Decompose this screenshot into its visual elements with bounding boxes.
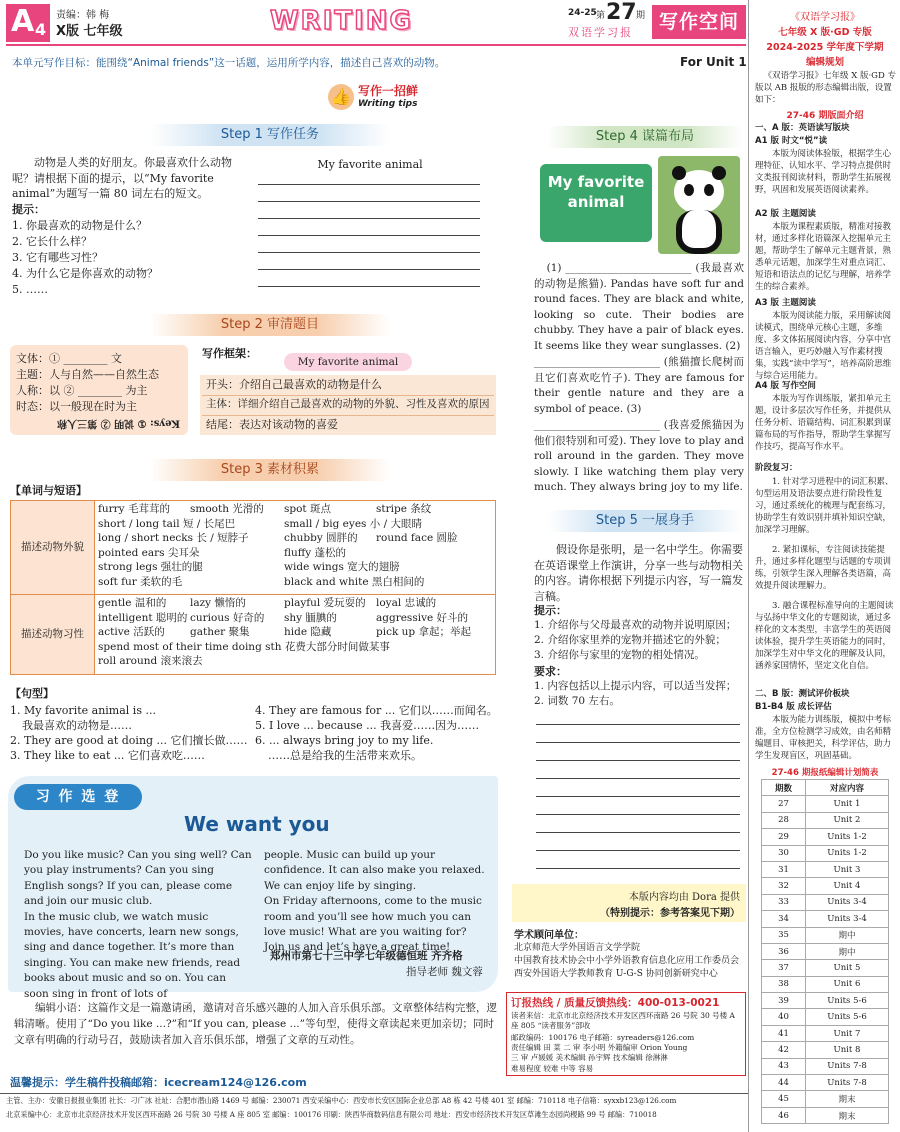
sidebar-review-2: 2. 紧扣课标，专注阅读技能提升，通过多样化题型与话题的专项训练，引领学生深入理解各类语篇，高效提升阅读理解力。 xyxy=(755,545,892,591)
schedule-row xyxy=(762,1025,889,1041)
step4-para1: (1) ________________________ (我最喜欢的动物是熊猫). Pandas have soft fur and round faces. They are black and white, looking so cute. Their bodies are chubby. They have a pair of black eyes. It seems like they wear sunglasses. (2) xyxy=(534,262,744,352)
schedule-issue: 34 xyxy=(762,911,806,927)
sidebar-b1: B1-B4 版 成长评估 xyxy=(755,702,832,712)
vocab-item: short / long tail 短 / 长尾巴 xyxy=(98,517,236,530)
analysis-row: 主题：人与自然——自然生态 xyxy=(16,368,159,381)
step5-req: 2. 词数 70 左右。 xyxy=(534,695,620,707)
showcase-school: 郑州市第七十三中学七年级德恒班 齐齐格 xyxy=(270,950,463,962)
vocab-item: wide wings 宽大的翅膀 xyxy=(284,561,400,573)
schedule-issue: 42 xyxy=(762,1042,806,1058)
frame-row: 结尾：表达对该动物的喜爱 xyxy=(206,418,338,431)
schedule-row xyxy=(762,1075,889,1091)
vocab-table xyxy=(10,500,496,675)
schedule-row xyxy=(762,1091,889,1107)
schedule-table xyxy=(761,779,889,1124)
schedule-issue: 46 xyxy=(762,1107,806,1123)
frame-rows xyxy=(200,375,496,435)
credit-line: 本版内容均由 Dora 提供 xyxy=(628,892,740,903)
vocab-item: lazy 懒惰的 xyxy=(190,597,246,609)
answer-line xyxy=(536,850,740,851)
step5-hint: 1. 介绍你与父母最喜欢的动物并说明原因； xyxy=(534,619,737,631)
step1-hint: 3. 它有哪些习性？ xyxy=(12,251,103,264)
schedule-row xyxy=(762,976,889,992)
vocab-item: pointed ears 尖耳朵 xyxy=(98,546,200,559)
answer-line xyxy=(536,832,740,833)
schedule-content: Unit 8 xyxy=(806,1042,889,1058)
writing-goal: 本单元写作目标：能围绕“Animal friends”这一话题，运用所学内容，描述自己喜欢的动物。 xyxy=(12,57,446,69)
schedule-content: Unit 4 xyxy=(806,878,889,894)
advisor: 中国教育技术协会中小学外语教育信息化应用工作委员会 xyxy=(514,956,740,966)
sidebar-a2: A2 版 主题阅读 xyxy=(755,209,816,219)
tips-logo-en: Writing tips xyxy=(358,99,418,109)
schedule-content: 期中 xyxy=(806,927,889,943)
sidebar-a4: A4 版 写作空间 xyxy=(755,381,816,391)
step5-hint: 3. 介绍你与家里的宠物的相处情况。 xyxy=(534,649,705,661)
sidebar-title2: 七年级 X 版·GD 专版 xyxy=(778,27,872,38)
section-title: 写作空间 xyxy=(652,5,746,39)
editor-note: 编辑小语：这篇作文是一篇邀请函，邀请对音乐感兴趣的人加入音乐俱乐部。文章整体结构完整，逻辑清晰。使用了“Do you like ...?”和“If you can, please ...”等句型，使得文章读起来更加亲切；同时文章有明确的行动号召，鼓励读者加入音乐俱乐部，增强了文章的互动性。 xyxy=(14,1002,497,1046)
schedule-content: Unit 5 xyxy=(806,960,889,976)
schedule-header: 期数 xyxy=(762,780,806,796)
analysis-row: 时态：以一般现在时为主 xyxy=(16,400,137,413)
schedule-content: Unit 6 xyxy=(806,976,889,992)
credit-box xyxy=(512,884,746,922)
answer-line xyxy=(258,201,480,202)
vocab-item: chubby 圆胖的 xyxy=(284,532,358,544)
footer-line: 主管、主办：安徽日报报业集团 社长：刁广冰 社址：合肥市潜山路 1469 号 邮编：230071 西安采编中心：西安市长安区国际企业总部 A8 栋 42 号楼 401 室 邮编：710118 电子信箱：syxxb123@126.com xyxy=(6,1096,677,1105)
schedule-issue: 43 xyxy=(762,1058,806,1074)
vocab-item: loyal 忠诚的 xyxy=(376,597,437,609)
step2-analysis-box xyxy=(10,345,188,435)
vocab-item: playful 爱玩耍的 xyxy=(284,597,366,609)
showcase-essay-right: people. Music can build up your confidence. It can also make you relaxed. We can enjoy life by singing. On Friday afternoons, come to the music room and you’ll see how much you can love music! What are you waiting for? Join us and let’s have a great time! xyxy=(264,849,485,954)
tips-logo-cn: 写作一招鲜 xyxy=(358,84,419,98)
step5-task: 假设你是张明，是一名中学生。你需要在英语课堂上作演讲，分享一些与动物相关的内容。请你根据下列提示内容，写一篇发言稿。 xyxy=(534,543,743,603)
advisors-label: 学术顾问单位： xyxy=(514,930,584,941)
schedule-issue: 35 xyxy=(762,927,806,943)
writing-tips-logo xyxy=(328,82,440,114)
schedule-content: Units 3-4 xyxy=(806,911,889,927)
sidebar xyxy=(748,0,900,1132)
schedule-content: Units 7-8 xyxy=(806,1058,889,1074)
schedule-issue: 36 xyxy=(762,943,806,959)
step2-title: Step 2 审清题目 xyxy=(150,314,390,336)
writing-banner: WRITING xyxy=(270,6,413,36)
issue-suffix: 期 xyxy=(636,11,646,21)
step1-hint: 5. …… xyxy=(12,283,48,296)
showcase-essay-left: Do you like music? Can you sing well? Can you play instruments? Can you sing English songs? If you can, please come and join our music club. In the music club, we watch music movies, have concerts, learn new songs, sing and dance together. It’s more than singing. You can make new friends, read books about music and so on. You can soon sing in front of lots of xyxy=(24,849,252,1000)
sentence: 1. My favorite animal is ... xyxy=(10,704,156,717)
schedule-content: Unit 2 xyxy=(806,812,889,828)
schedule-row xyxy=(762,812,889,828)
answer-line xyxy=(536,868,740,869)
vocab-item: stripe 条纹 xyxy=(376,503,432,515)
vocab-item: round face 圆脸 xyxy=(376,532,458,544)
vocab-item: gather 聚集 xyxy=(190,626,250,638)
frame-label: 写作框架： xyxy=(202,347,257,360)
step4-para2: ________________________ (熊猫擅长爬树而且它们喜欢吃竹子). They are famous for their gentle nature and they are a symbol of peace. (3) xyxy=(534,356,744,415)
step4-card-title: My favorite animal xyxy=(547,173,645,211)
footer-line: 北京采编中心：北京市北京经济技术开发区西环南路 26 号院 30 号楼 A 座 805 室 邮编：100176 印刷：陕西华商数码信息有限公司 地址：西安市经济技术开发区草滩生态园尚稷路 99 号 邮编：710018 xyxy=(6,1110,657,1119)
step4-card xyxy=(540,164,652,242)
sidebar-sub1: 27-46 期版面介绍 xyxy=(786,111,864,121)
schedule-issue: 45 xyxy=(762,1091,806,1107)
header-rule xyxy=(6,44,746,46)
vocab-item: active 活跃的 xyxy=(98,626,165,638)
sidebar-review-1: 1. 针对学习进程中的词汇积累、句型运用及语法要点进行阶段性复习，通过系统化的梳理与配套练习，协助学生有效识别并填补知识空缺，加深学习理解。 xyxy=(755,477,894,535)
answer-line xyxy=(258,269,480,270)
footer-rule xyxy=(0,1093,748,1094)
vocab-category: 描述动物外貌 xyxy=(11,501,95,595)
schedule-issue: 44 xyxy=(762,1075,806,1091)
schedule-row xyxy=(762,829,889,845)
hotline-line: 责任编辑 田 菜 二 审 李小明 外籍编审 Orion Young xyxy=(511,1043,688,1052)
schedule-content: Units 5-6 xyxy=(806,993,889,1009)
vocab-item: strong legs 强壮的腿 xyxy=(98,561,203,573)
schedule-row xyxy=(762,1009,889,1025)
schedule-issue: 32 xyxy=(762,878,806,894)
step5-req: 1. 内容包括以上提示内容，可以适当发挥； xyxy=(534,680,737,692)
schedule-header: 对应内容 xyxy=(806,780,889,796)
schedule-content: 期末 xyxy=(806,1107,889,1123)
thumbs-up-icon: 👍 xyxy=(328,84,354,110)
advisor: 北京师范大学外国语言文学学院 xyxy=(514,943,641,953)
page-number: 4 xyxy=(35,20,47,39)
schedule-issue: 38 xyxy=(762,976,806,992)
schedule-issue: 27 xyxy=(762,796,806,812)
schedule-content: Unit 1 xyxy=(806,796,889,812)
issue-prefix: 24-25 xyxy=(568,8,597,18)
issue-number: 27 xyxy=(606,0,637,25)
page-letter: A xyxy=(11,4,35,39)
schedule-row xyxy=(762,878,889,894)
schedule-row xyxy=(762,993,889,1009)
issue-label: 第 xyxy=(596,11,606,21)
schedule-row xyxy=(762,1042,889,1058)
step3-title: Step 3 素材积累 xyxy=(150,459,390,481)
sentence: 2. They are good at doing ... 它们擅长做…… xyxy=(10,734,248,747)
frame-row: 主体：详细介绍自己最喜欢的动物的外貌、习性及喜欢的原因 xyxy=(206,398,490,410)
vocab-item: small / big eyes 小 / 大眼睛 xyxy=(284,517,422,530)
answer-line xyxy=(536,778,740,779)
vocab-item: intelligent 聪明的 xyxy=(98,611,188,624)
step1-hint: 2. 它长什么样？ xyxy=(12,235,92,248)
vocab-item: roll around 滚来滚去 xyxy=(98,655,203,667)
vocab-item: spot 斑点 xyxy=(284,503,331,515)
vocab-item: gentle 温和的 xyxy=(98,597,167,609)
hotline-line: 三 审 卢媛媛 美术编辑 孙宇辉 技术编辑 徐淋淋 xyxy=(511,1053,668,1062)
analysis-row: 人称：以 ② ________ 为主 xyxy=(16,384,148,397)
answer-line xyxy=(536,814,740,815)
schedule-row xyxy=(762,927,889,943)
frame-row: 开头：介绍自己最喜欢的动物是什么 xyxy=(206,378,382,391)
schedule-row xyxy=(762,943,889,959)
advisor: 西安外国语大学教师教育 U-G-S 协同创新研究中心 xyxy=(514,969,718,979)
answer-line xyxy=(258,218,480,219)
words-label: 【单词与短语】 xyxy=(10,484,87,497)
sentence: ……总是给我的生活带来欢乐。 xyxy=(268,749,422,762)
schedule-row xyxy=(762,1058,889,1074)
vocab-item: hide 隐藏 xyxy=(284,626,332,638)
schedule-content: Units 5-6 xyxy=(806,1009,889,1025)
paper-name: 双语学习报 xyxy=(568,26,633,39)
advisors-box xyxy=(510,926,746,988)
sidebar-a4-text: 本版为写作训练版，紧扣单元主题，设计多层次写作任务，并提供从任务分析、语篇结构、词汇积累到谋篇布局的写作指导，帮助学生掌握写作技巧，提高写作水平。 xyxy=(755,394,892,452)
showcase-title: We want you xyxy=(184,812,330,836)
vocab-item: soft fur 柔软的毛 xyxy=(98,575,183,588)
sidebar-review: 阶段复习： xyxy=(755,463,798,473)
schedule-content: Unit 3 xyxy=(806,861,889,877)
schedule-content: 期末 xyxy=(806,1091,889,1107)
hotline-label: 订报热线 / 质量反馈热线：400-013-0021 xyxy=(511,997,720,1009)
answer-line xyxy=(258,184,480,185)
showcase-teacher: 指导老师 魏文蓉 xyxy=(406,966,483,978)
hotline-line: 邮政编码：100176 电子邮箱：syreaders@126.com xyxy=(511,1033,695,1042)
edition-label: X版 七年级 xyxy=(56,24,123,39)
vocab-item: curious 好奇的 xyxy=(190,611,265,624)
vocab-category: 描述动物习性 xyxy=(11,595,95,675)
step5-hint: 2. 介绍你家里养的宠物并描述它的外貌； xyxy=(534,634,726,646)
sidebar-review-3: 3. 融合课程标准导向的主题阅读与弘扬中华文化的专题阅读，通过多样化的文本类型，丰富学生的英语阅读体验，提升学生英语能力的同时，加深学生对中华文化的理解及认同，涵养家国情怀，坚定文化自信。 xyxy=(755,601,894,671)
sidebar-b1-text: 本版为能力训练版，模拟中考标准，全方位检测学习成效，由名师精编题目、审核把关，科学评估，助力学生发现盲区，巩固基础。 xyxy=(755,715,892,761)
schedule-issue: 28 xyxy=(762,812,806,828)
vocab-item: long / short necks 长 / 短脖子 xyxy=(98,532,249,544)
sidebar-a3-text: 本版为阅读能力版，采用解读阅读模式，围绕单元核心主题，多维度、多文体拓展阅读内容，分享中宫语言输入，更巧妙融入写作素材搜集，实践“读中学写”，培养高阶思维与综合运用能力。 xyxy=(755,311,892,381)
vocab-item: furry 毛茸茸的 xyxy=(98,503,170,515)
sidebar-b-title: 二、B 版：测试评价板块 xyxy=(755,689,850,699)
schedule-issue: 40 xyxy=(762,1009,806,1025)
step4-para3: ________________________ (我喜爱熊猫因为他们很特别和可爱). They love to play and roll around in the garden. They move slowly. I like watching them play very much. They always bring joy to my life. xyxy=(534,419,744,494)
schedule-content: Unit 7 xyxy=(806,1025,889,1041)
step1-hint-label: 提示： xyxy=(12,203,45,216)
panda-image xyxy=(658,156,740,254)
hotline-line: 难易程度 较难 中等 容易 xyxy=(511,1064,594,1073)
schedule-issue: 31 xyxy=(762,861,806,877)
sidebar-a1: A1 版 时文“悦”读 xyxy=(755,136,828,146)
step1-hint: 4. 为什么它是你喜欢的动物？ xyxy=(12,267,158,280)
credit-note: （特别提示：参考答案见下期） xyxy=(600,908,740,919)
schedule-row xyxy=(762,861,889,877)
vocab-item: black and white 黑白相间的 xyxy=(284,575,425,588)
answer-line xyxy=(536,760,740,761)
vocab-item: shy 腼腆的 xyxy=(284,611,337,624)
answer-line xyxy=(258,235,480,236)
vocab-item: aggressive 好斗的 xyxy=(376,611,469,624)
analysis-row: 文体：① ________ 文 xyxy=(16,352,122,365)
schedule-issue: 30 xyxy=(762,845,806,861)
sidebar-intro: 《双语学习报》七年级 X 版·GD 专版以 AB 报版的形态编辑出版，设置如下： xyxy=(755,71,896,105)
schedule-row xyxy=(762,960,889,976)
hotline-box xyxy=(506,992,746,1076)
step4-title: Step 4 谋篇布局 xyxy=(548,126,742,148)
reminder: 温馨提示：学生稿件投稿邮箱：icecream124@126.com xyxy=(10,1076,307,1089)
schedule-issue: 33 xyxy=(762,894,806,910)
page-letter-block xyxy=(6,4,50,42)
schedule-content: Units 1-2 xyxy=(806,829,889,845)
sentence: 我最喜欢的动物是…… xyxy=(22,719,132,732)
schedule-content: Units 3-4 xyxy=(806,894,889,910)
sidebar-title1: 《双语学习报》 xyxy=(790,12,860,23)
answer-line xyxy=(536,742,740,743)
showcase-box xyxy=(8,776,498,1000)
sidebar-a2-text: 本版为课程素质版，精准对接教材，通过多样化语篇深入挖掘单元主题，帮助学生了解单元主题背景，熟悉单元话题，加深学生对重点词汇、短语和语法点的记忆与理解，培养学生的综合素养。 xyxy=(755,222,892,292)
sidebar-a-title: 一、A 版：英语读写版块 xyxy=(755,123,850,133)
frame-title-badge: My favorite animal xyxy=(284,353,412,371)
vocab-item: smooth 光滑的 xyxy=(190,503,264,515)
step5-title: Step 5 一展身手 xyxy=(548,510,742,532)
schedule-row xyxy=(762,1107,889,1123)
step1-hint: 1. 你最喜欢的动物是什么？ xyxy=(12,219,147,232)
sidebar-title4: 编辑规划 xyxy=(805,57,844,68)
answer-line xyxy=(258,286,480,287)
step1-title: Step 1 写作任务 xyxy=(150,124,390,146)
showcase-badge: 习 作 选 登 xyxy=(14,784,142,810)
answer-line xyxy=(536,796,740,797)
schedule-content: Units 7-8 xyxy=(806,1075,889,1091)
step1-answer-title: My favorite animal xyxy=(317,158,423,171)
schedule-issue: 29 xyxy=(762,829,806,845)
hotline-line: 读者来信：北京市北京经济技术开发区西环南路 26 号院 30 号楼 A 座 805 “读者服务”部收 xyxy=(511,1011,735,1030)
schedule-issue: 37 xyxy=(762,960,806,976)
schedule-issue: 39 xyxy=(762,993,806,1009)
schedule-row xyxy=(762,911,889,927)
sentence: 5. I love ... because ... 我喜爱……因为…… xyxy=(255,719,480,732)
vocab-item: fluffy 蓬松的 xyxy=(284,546,346,559)
sidebar-a3: A3 版 主题阅读 xyxy=(755,298,816,308)
sidebar-a1-text: 本版为阅读体验版，根据学生心理特征、认知水平、学习特点提供时文类报刊阅读材料，帮助学生拓展视野，巩固和发展英语阅读素养。 xyxy=(755,149,892,195)
schedule-row xyxy=(762,796,889,812)
sentence: 3. They like to eat ... 它们喜欢吃…… xyxy=(10,749,205,762)
answer-line xyxy=(536,724,740,725)
schedule-title: 27-46 期报纸编辑计划简表 xyxy=(771,768,879,778)
schedule-content: 期中 xyxy=(806,943,889,959)
schedule-row xyxy=(762,845,889,861)
answer-line xyxy=(258,252,480,253)
editor-line: 责编：韩 梅 xyxy=(56,10,110,21)
step5-hint-label: 提示： xyxy=(534,604,567,617)
step1-task: 动物是人类的好朋友。你最喜欢什么动物呢？请根据下面的提示，以“My favorite animal”为题写一篇 80 词左右的短文。 xyxy=(12,156,232,200)
sentences-label: 【句型】 xyxy=(10,687,54,700)
unit-label: For Unit 1 xyxy=(680,55,747,69)
vocab-item: pick up 拿起；举起 xyxy=(376,626,471,638)
answer-keys: Keys: ① 说明 ② 第三人称 xyxy=(57,417,180,429)
schedule-content: Units 1-2 xyxy=(806,845,889,861)
schedule-issue: 41 xyxy=(762,1025,806,1041)
sentence: 6. ... always bring joy to my life. xyxy=(255,734,434,747)
schedule-body xyxy=(762,796,889,1124)
vocab-item: spend most of their time doing sth 花费大部分时间做某事 xyxy=(98,640,390,653)
step5-req-label: 要求： xyxy=(534,665,567,678)
schedule-row xyxy=(762,894,889,910)
sidebar-title3: 2024-2025 学年度下学期 xyxy=(766,42,884,53)
sentence: 4. They are famous for ... 它们以……而闻名。 xyxy=(255,704,498,717)
